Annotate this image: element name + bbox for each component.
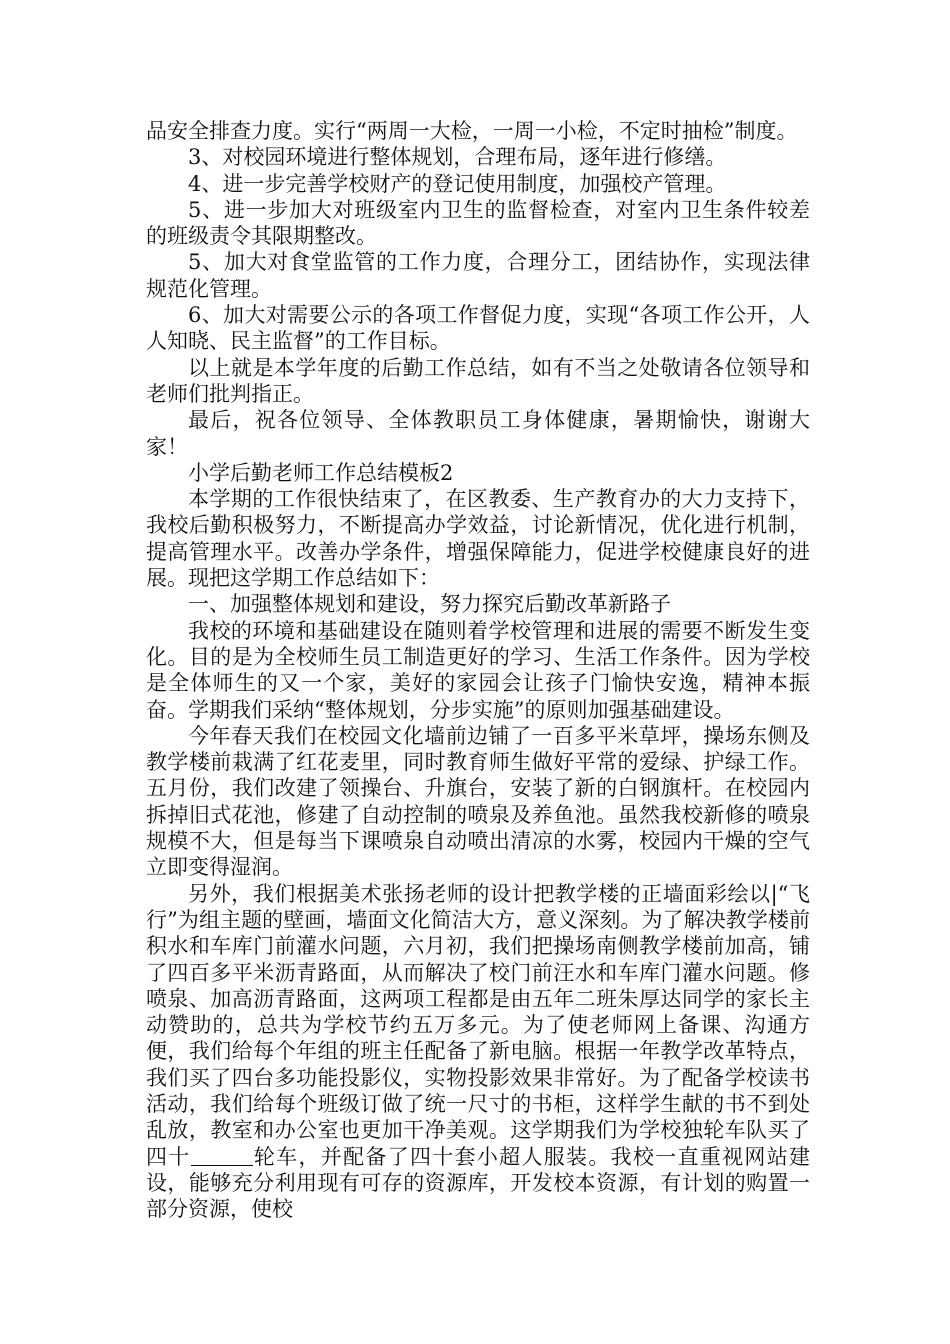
paragraph-3: 4、进一步完善学校财产的登记使用制度，加强校产管理。 <box>188 171 727 196</box>
paragraph-7: 以上就是本学年度的后勤工作总结，如有不当之处敬请各位领导和老师们批判指正。 <box>146 355 810 406</box>
fill-in-blank <box>191 1144 253 1166</box>
paragraph-6: 6、加大对需要公示的各项工作督促力度，实现“各项工作公开，人人知晓、民主监督”的工作目标。 <box>146 303 810 354</box>
paragraph-8: 最后，祝各位领导、全体教职员工身体健康，暑期愉快，谢谢大家！ <box>146 408 810 459</box>
paragraph-5: 5、加大对食堂监管的工作力度，合理分工，团结协作，实现法律规范化管理。 <box>146 250 810 301</box>
paragraph-13: 今年春天我们在校园文化墙前边铺了一百多平米草坪，操场东侧及教学楼前栽满了红花麦里，同时教育师生做好平常的爱绿、护绿工作。五月份，我们改建了领操台、升旗台，安装了新的白钢旗杆。在校园内拆掉旧式花池，修建了自动控制的喷泉及养鱼池。虽然我校新修的喷泉规模不大，但是每当下课喷泉自动喷出清凉的水雾，校园内干燥的空气立即变得湿润。 <box>146 723 810 880</box>
paragraph-14-part-1: 另外，我们根据美术张扬老师的设计把教学楼的正墙面彩绘以|“飞行”为组主题的壁画，墙面文化简洁大方，意义深刻。为了解决教学楼前积水和车库门前灌水问题，六月初，我们把操场南侧教学楼前加高，铺了四百多平米沥青路面，从而解决了校门前汪水和车库门灌水问题。修喷泉、加高沥青路面，这两项工程都是由五年二班朱厚达同学的家长主动赞助的，总共为学校节约五万多元。为了使老师网上备课、沟通方便，我们给每个年组的班主任配备了新电脑。根据一年教学改革特点，我们买了四台多功能投影仪，实物投影效果非常好。为了配备学校读书活动，我们给每个班级订做了统一尺寸的书柜，这样学生献的书不到处乱放，教室和办公室也更加干净美观。这学期我们为学校独轮车队买了四十 <box>146 881 810 1169</box>
subheading-1: 一、加强整体规划和建设，努力探究后勤改革新路子 <box>188 592 671 617</box>
paragraph-4: 5、进一步加大对班级室内卫生的监督检查，对室内卫生条件较差的班级责令其限期整改。 <box>146 197 810 249</box>
document-body <box>146 118 810 1222</box>
section-heading-template-2: 小学后勤老师工作总结模板2 <box>188 460 454 485</box>
paragraph-2: 3、对校园环境进行整体规划，合理布局，逐年进行修缮。 <box>188 145 727 170</box>
paragraph-10: 本学期的工作很快结束了，在区教委、生产教育办的大力支持下，我校后勤积极努力，不断提高办学效益，讨论新情况，优化进行机制，提高管理水平。改善办学条件，增强保障能力，促进学校健康良好的进展。现把这学期工作总结如下： <box>146 487 810 591</box>
paragraph-14 <box>146 881 810 1223</box>
paragraph-12: 我校的环境和基础建设在随则着学校管理和进展的需要不断发生变化。目的是为全校师生员工制造更好的学习、生活工作条件。因为学校是全体师生的又一个家，美好的家园会让孩子门愉快安逸，精神本振奋。学期我们采纳“整体规划，分步实施”的原则加强基础建设。 <box>146 618 810 722</box>
paragraph-14-part-2: 轮车，并配备了四十套小超人服装。我校一直重视网站建设，能够充分利用现有可存的资源库，开发校本资源，有计划的购置一部分资源，使校 <box>146 1144 810 1222</box>
paragraph-1: 品安全排查力度。实行“两周一大检，一周一小检，不定时抽检”制度。 <box>146 119 798 143</box>
